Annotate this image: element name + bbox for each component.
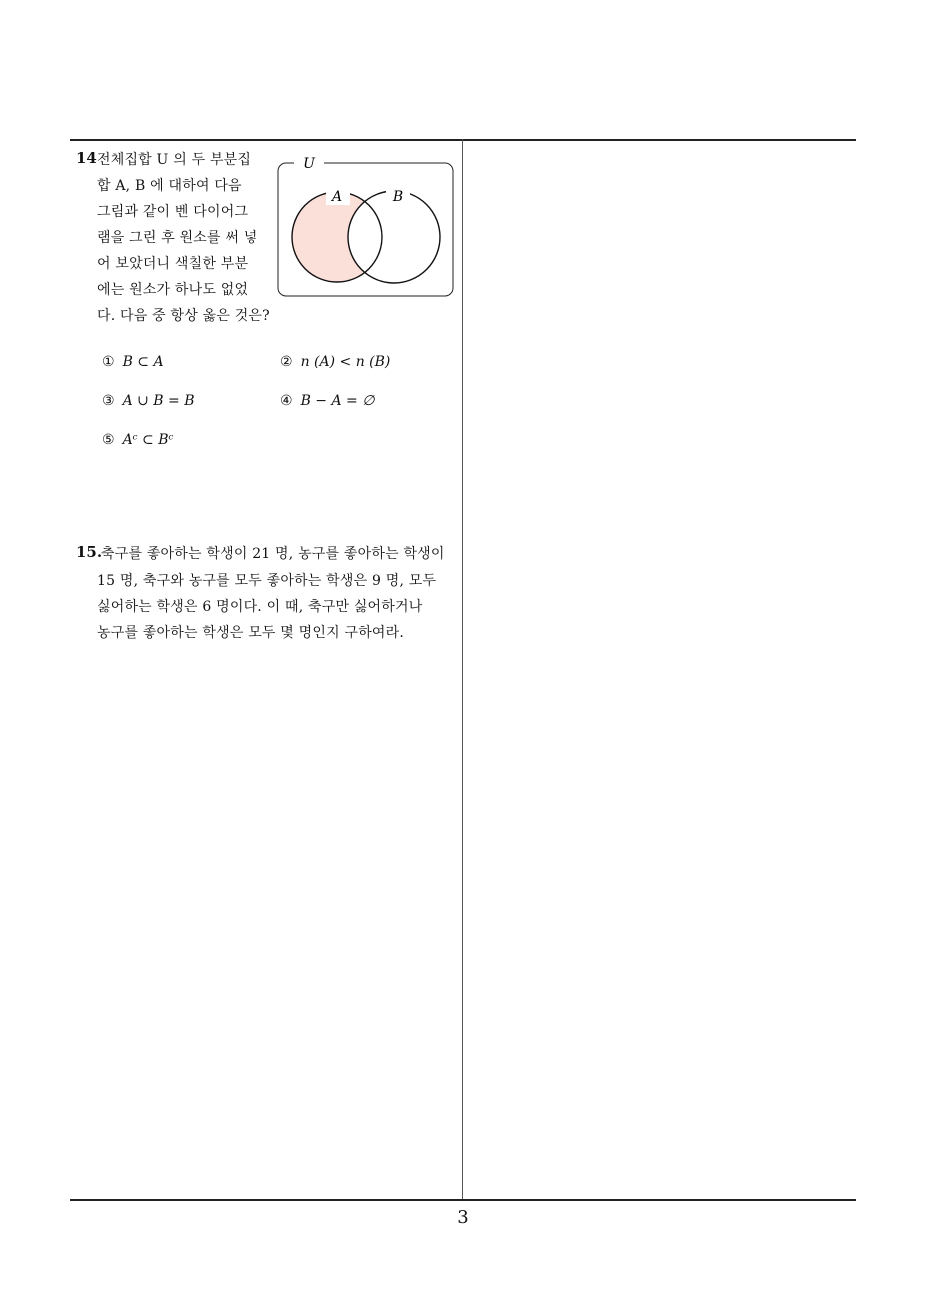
set-a-label: A [331,189,343,205]
choice-5-mark: ⑤ [102,432,115,448]
choice-3-mark: ③ [102,393,115,409]
set-b-label: B [392,189,404,205]
choice-4[interactable] [280,393,374,409]
question-14-line-4: 램을 그린 후 원소를 써 넣 [97,230,258,246]
choice-1[interactable] [102,354,164,370]
question-15-number: 15. [76,543,103,561]
question-14-line-1: 전체집합 U 의 두 부분집 [97,152,252,168]
question-14-line-3: 그림과 같이 벤 다이어그 [97,204,249,220]
choice-3-expression: A ∪ B = B [122,393,195,409]
question-14-line-6: 에는 원소가 하나도 없었 [97,282,249,298]
question-15-line-4: 농구를 좋아하는 학생은 모두 몇 명인지 구하여라. [97,625,405,641]
bottom-rule [70,1199,856,1201]
choice-2-mark: ② [280,354,293,370]
question-15-line-1: 축구를 좋아하는 학생이 21 명, 농구를 좋아하는 학생이 [101,546,445,562]
page-number: 3 [457,1207,469,1228]
universe-label: U [303,156,315,172]
top-rule [70,139,856,141]
choice-5-expression: Aᶜ ⊂ Bᶜ [122,432,174,448]
choice-3[interactable] [102,393,195,409]
question-14-line-2: 합 A, B 에 대하여 다음 [97,178,242,194]
question-15-line-3: 싫어하는 학생은 6 명이다. 이 때, 축구만 싫어하거나 [97,599,423,615]
choice-5[interactable] [102,432,173,448]
question-14-number: 14 [76,149,97,167]
choice-4-expression: B − A = ∅ [300,393,375,409]
venn-diagram [274,150,458,300]
choice-1-mark: ① [102,354,115,370]
question-14-line-7: 다. 다음 중 항상 옳은 것은? [97,308,270,324]
choice-2-expression: n (A) < n (B) [300,354,391,370]
choice-1-expression: B ⊂ A [122,354,164,370]
column-divider [462,139,463,1201]
choice-2[interactable] [280,354,390,370]
question-14-line-5: 어 보았더니 색칠한 부분 [97,256,249,272]
question-15-line-2: 15 명, 축구와 농구를 모두 좋아하는 학생은 9 명, 모두 [97,573,437,589]
choice-4-mark: ④ [280,393,293,409]
